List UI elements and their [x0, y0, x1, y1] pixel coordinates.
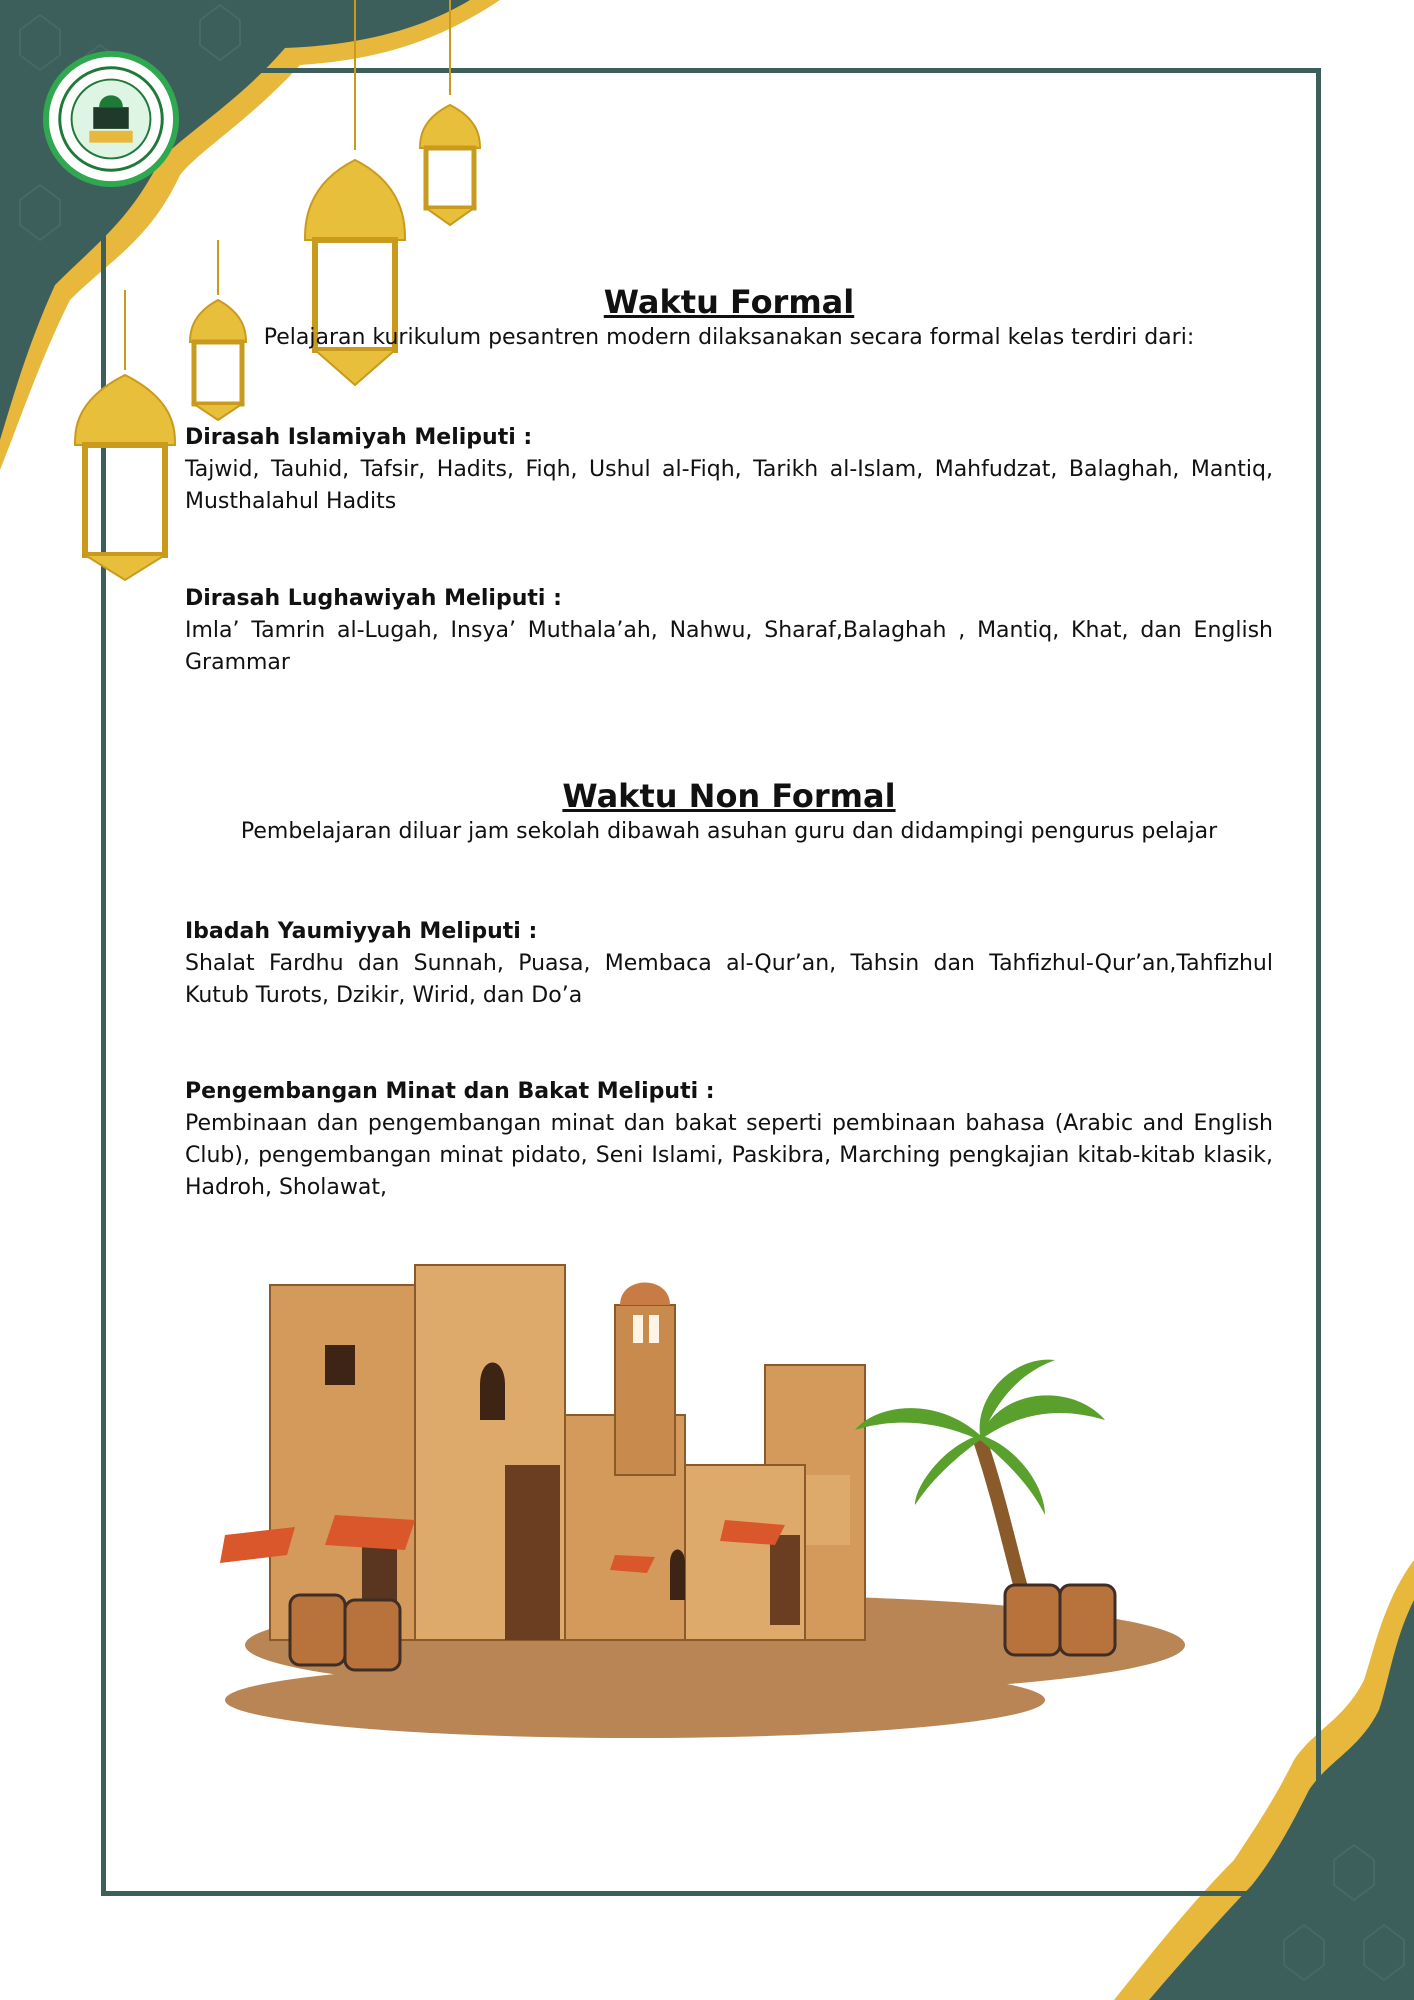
formal-section: [185, 282, 1273, 354]
pesantren-logo-seal: [42, 50, 180, 188]
formal-subtitle: Pelajaran kurikulum pesantren modern dilaksanakan secara formal kelas terdiri dari:: [263, 325, 1195, 350]
nonformal-section: [185, 776, 1273, 848]
ibadah-yaumiyyah-heading: Ibadah Yaumiyyah Meliputi :: [185, 919, 538, 944]
dirasah-islamiyah-block: [185, 422, 1273, 518]
ibadah-yaumiyyah-block: [185, 916, 1273, 1012]
formal-title: Waktu Formal: [603, 283, 855, 321]
nonformal-subtitle: Pembelajaran diluar jam sekolah dibawah asuhan guru dan didampingi pengurus pelajar: [240, 819, 1218, 844]
old-town-illustration: [215, 1245, 1205, 1745]
minat-bakat-body: Pembinaan dan pengembangan minat dan bakat seperti pembinaan bahasa (Arabic and English Club), pengembangan minat pidato, Seni Islami, Paskibra, Marching pengkajian kitab-kitab klasik, Hadroh, Sholawat,: [185, 1111, 1273, 1200]
dirasah-lughawiyah-heading: Dirasah Lughawiyah Meliputi :: [185, 586, 562, 611]
dirasah-islamiyah-body: Tajwid, Tauhid, Tafsir, Hadits, Fiqh, Ushul al-Fiqh, Tarikh al-Islam, Mahfudzat, Balaghah, Mantiq, Musthalahul Hadits: [185, 457, 1273, 514]
nonformal-title: Waktu Non Formal: [562, 777, 896, 815]
ibadah-yaumiyyah-body: Shalat Fardhu dan Sunnah, Puasa, Membaca al-Qur’an, Tahsin dan Tahfizhul-Qur’an,Tahfizhul Kutub Turots, Dzikir, Wirid, dan Do’a: [185, 951, 1273, 1008]
minat-bakat-block: [185, 1076, 1273, 1204]
minat-bakat-heading: Pengembangan Minat dan Bakat Meliputi :: [185, 1079, 715, 1104]
dirasah-lughawiyah-body: Imla’ Tamrin al-Lugah, Insya’ Muthala’ah, Nahwu, Sharaf,Balaghah , Mantiq, Khat, dan English Grammar: [185, 618, 1273, 675]
dirasah-islamiyah-heading: Dirasah Islamiyah Meliputi :: [185, 425, 533, 450]
dirasah-lughawiyah-block: [185, 583, 1273, 679]
